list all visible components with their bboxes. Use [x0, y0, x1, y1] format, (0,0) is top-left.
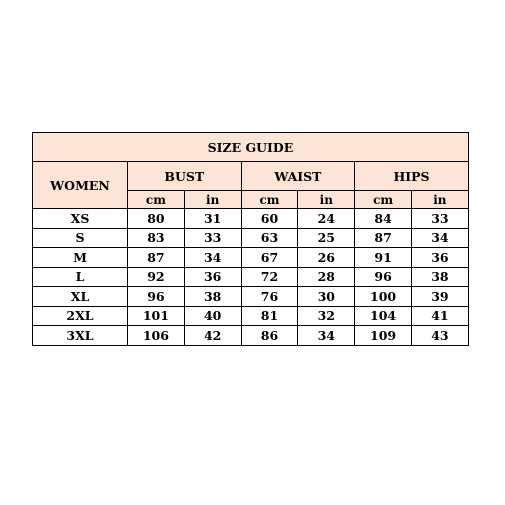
group-header-bust: BUST — [128, 162, 242, 191]
table-cell: 34 — [184, 248, 241, 268]
size-label: XS — [33, 209, 128, 229]
unit-header: cm — [355, 191, 412, 209]
table-cell: 39 — [411, 287, 468, 307]
table-cell: 91 — [355, 248, 412, 268]
table-cell: 32 — [298, 306, 355, 326]
size-label: 2XL — [33, 306, 128, 326]
table-cell: 100 — [355, 287, 412, 307]
table-cell: 106 — [128, 326, 185, 346]
table-cell: 33 — [411, 209, 468, 229]
unit-header: cm — [128, 191, 185, 209]
group-header-hips: HIPS — [355, 162, 469, 191]
table-row — [33, 306, 469, 326]
table-cell: 109 — [355, 326, 412, 346]
table-cell: 38 — [184, 287, 241, 307]
table-row — [33, 248, 469, 268]
table-cell: 28 — [298, 267, 355, 287]
size-guide-table — [32, 132, 469, 346]
table-cell: 81 — [241, 306, 298, 326]
table-cell: 33 — [184, 228, 241, 248]
table-cell: 83 — [128, 228, 185, 248]
title-row — [33, 133, 469, 162]
table-cell: 42 — [184, 326, 241, 346]
table-cell: 30 — [298, 287, 355, 307]
table-cell: 26 — [298, 248, 355, 268]
table-title: SIZE GUIDE — [33, 133, 469, 162]
size-label: L — [33, 267, 128, 287]
group-header-waist: WAIST — [241, 162, 355, 191]
unit-header: in — [184, 191, 241, 209]
table-cell: 96 — [128, 287, 185, 307]
row-header-women: WOMEN — [33, 162, 128, 209]
table-cell: 63 — [241, 228, 298, 248]
table-cell: 31 — [184, 209, 241, 229]
size-label: S — [33, 228, 128, 248]
table-cell: 24 — [298, 209, 355, 229]
table-cell: 34 — [298, 326, 355, 346]
table-row — [33, 287, 469, 307]
group-header-row — [33, 162, 469, 191]
table-cell: 87 — [355, 228, 412, 248]
table-cell: 101 — [128, 306, 185, 326]
table-cell: 92 — [128, 267, 185, 287]
table-cell: 87 — [128, 248, 185, 268]
table-cell: 86 — [241, 326, 298, 346]
table-row — [33, 228, 469, 248]
size-label: 3XL — [33, 326, 128, 346]
unit-header: in — [298, 191, 355, 209]
table-cell: 36 — [411, 248, 468, 268]
size-label: XL — [33, 287, 128, 307]
table-row — [33, 267, 469, 287]
unit-header: cm — [241, 191, 298, 209]
table-cell: 76 — [241, 287, 298, 307]
table-cell: 38 — [411, 267, 468, 287]
table-cell: 60 — [241, 209, 298, 229]
table-cell: 40 — [184, 306, 241, 326]
table-cell: 25 — [298, 228, 355, 248]
table-cell: 67 — [241, 248, 298, 268]
table-cell: 72 — [241, 267, 298, 287]
table-cell: 43 — [411, 326, 468, 346]
table-cell: 41 — [411, 306, 468, 326]
size-label: M — [33, 248, 128, 268]
table-row — [33, 326, 469, 346]
table-row — [33, 209, 469, 229]
table-cell: 96 — [355, 267, 412, 287]
table-cell: 34 — [411, 228, 468, 248]
table-cell: 84 — [355, 209, 412, 229]
table-cell: 36 — [184, 267, 241, 287]
table-cell: 104 — [355, 306, 412, 326]
unit-header: in — [411, 191, 468, 209]
table-cell: 80 — [128, 209, 185, 229]
